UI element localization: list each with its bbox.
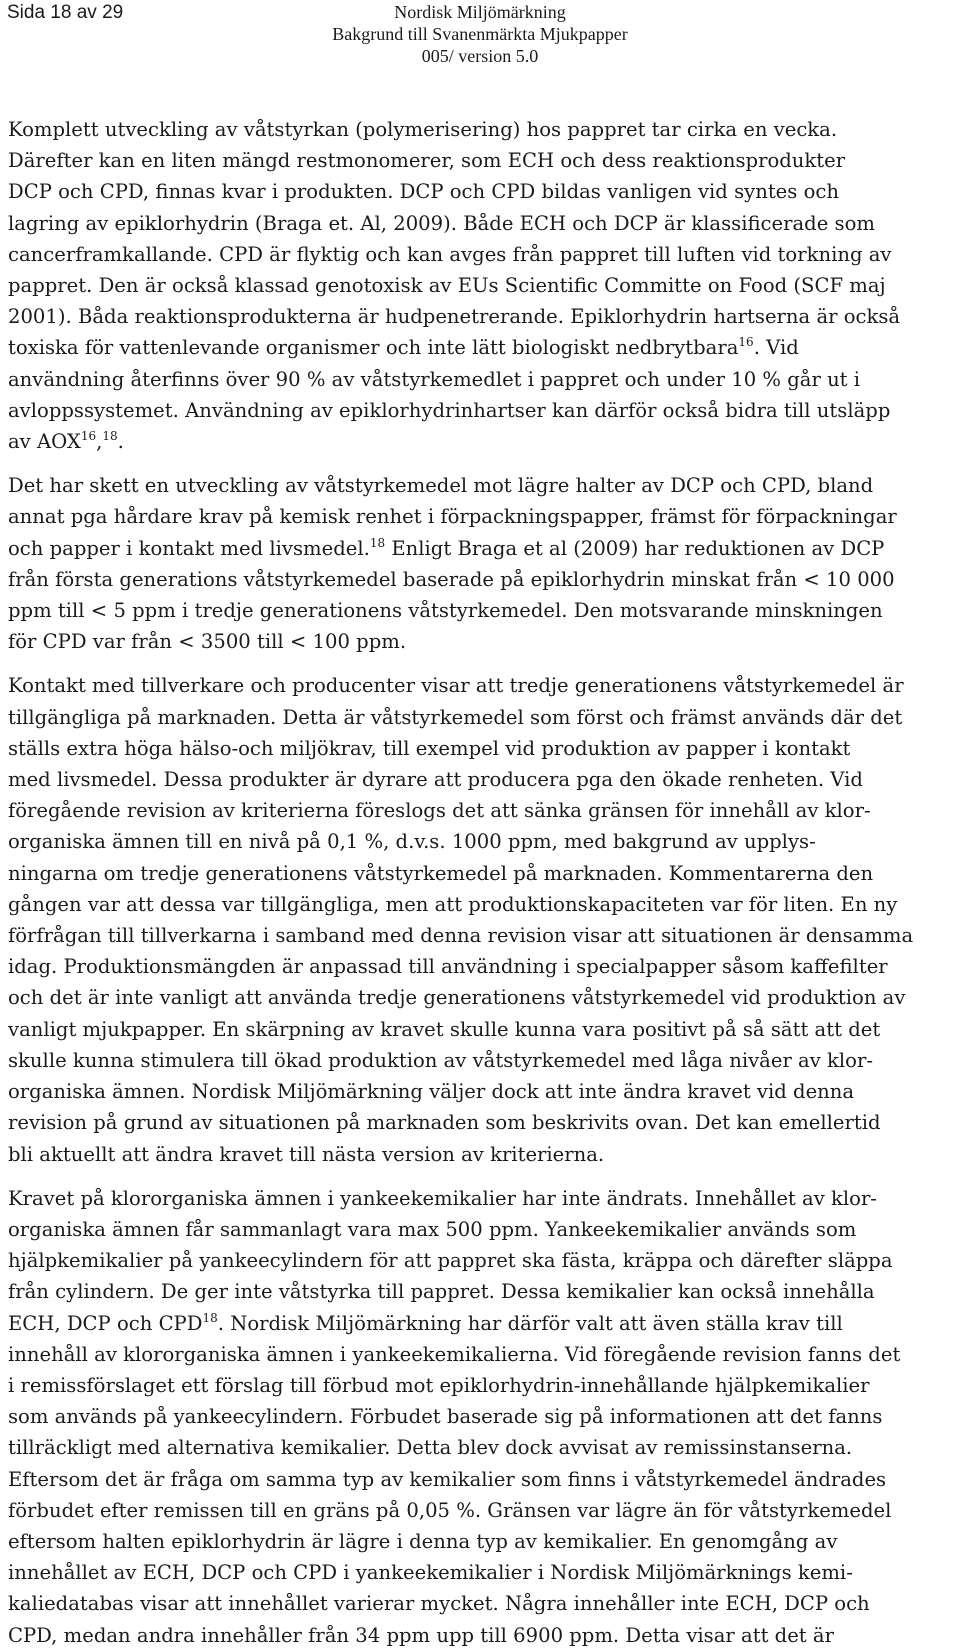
text-line: DCP och CPD, finnas kvar i produkten. DCP och CPD bildas vanligen vid syntes och: [8, 180, 839, 204]
page-number: Sida 18 av 29: [7, 2, 124, 23]
text-line: eftersom halten epiklorhydrin är lägre i denna typ av kemikalier. En genomgång av: [8, 1529, 838, 1553]
text-line: innehåll av klororganiska ämnen i yankeekemikalierna. Vid föregående revision fanns det: [8, 1342, 901, 1366]
text-line: kaliedatabas visar att innehållet varierar mycket. Några innehåller inte ECH, DCP och: [8, 1592, 870, 1616]
text-line: gången var att dessa var tillgängliga, men att produktionskapaciteten var för liten. En ny: [8, 892, 898, 916]
paragraph-4: [8, 1183, 953, 1651]
text-line: 2001). Båda reaktionsprodukterna är hudpenetrerande. Epiklorhydrin hartserna är också: [8, 305, 901, 329]
header-version: 005/ version 5.0: [421, 46, 539, 66]
text-line: från cylindern. De ger inte våtstyrka till pappret. Dessa kemikalier kan också innehålla: [8, 1280, 875, 1304]
text-line: organiska ämnen får sammanlagt vara max 500 ppm. Yankeekemikalier används som: [8, 1217, 857, 1241]
footnote-reference: 16: [80, 429, 97, 444]
paragraph-2: [8, 470, 953, 657]
text-line: ställs extra höga hälso-och miljökrav, till exempel vid produktion av papper i kontakt: [8, 736, 851, 760]
text-line: och papper i kontakt med livsmedel.$^{18}$ Enligt Braga et al (2009) har reduktionen av DCP: [8, 535, 885, 560]
text-line: revision på grund av situationen på marknaden som beskrivits ovan. Det kan emellertid: [8, 1111, 881, 1135]
text-line: lagring av epiklorhydrin (Braga et. Al, 2009). Både ECH och DCP är klassificerade som: [8, 211, 875, 235]
header-center: [0, 1, 960, 67]
footnote-reference: 18: [369, 535, 386, 550]
text-line: CPD, medan andra innehåller från 34 ppm upp till 6900 ppm. Detta visar att det är: [8, 1623, 834, 1647]
text-line: ECH, DCP och CPD$^{18}$. Nordisk Miljömärkning har därför valt att även ställa krav till: [8, 1310, 843, 1335]
text-line: bli aktuellt att ändra kravet till nästa version av kriterierna.: [8, 1142, 605, 1166]
text-line: hjälpkemikalier på yankeecylindern för att pappret ska fästa, kräppa och därefter släppa: [8, 1249, 893, 1273]
text-line: föregående revision av kriterierna föreslogs det att sänka gränsen för innehåll av klor-: [8, 799, 871, 823]
header-organization: Nordisk Miljömärkning: [394, 2, 566, 22]
page-header: [0, 0, 960, 75]
text-line: cancerframkallande. CPD är flyktig och kan avges från pappret till luften vid torkning av: [8, 242, 892, 266]
text-line: för CPD var från < 3500 till < 100 ppm.: [8, 630, 407, 654]
text-line: Komplett utveckling av våtstyrkan (polymerisering) hos pappret tar cirka en vecka.: [8, 118, 838, 141]
text-line: ningarna om tredje generationens våtstyrkemedel på marknaden. Kommentarerna den: [8, 861, 874, 885]
text-line: förfrågan till tillverkarna i samband med denna revision visar att situationen är densamma: [8, 924, 914, 948]
text-line: Kravet på klororganiska ämnen i yankeekemikalier har inte ändrats. Innehållet av klor-: [8, 1186, 877, 1210]
text-line: toxiska för vattenlevande organismer och inte lätt biologiskt nedbrytbara$^{16}$. Vid: [8, 335, 799, 360]
text-line: ppm till < 5 ppm i tredje generationens våtstyrkemedel. Den motsvarande minskningen: [8, 599, 883, 623]
text-line: vanligt mjukpapper. En skärpning av kravet skulle kunna vara positivt på så sätt att det: [8, 1017, 881, 1041]
paragraph-3: [8, 670, 953, 1169]
footnote-reference: 16: [738, 335, 754, 350]
text-line: idag. Produktionsmängden är anpassad till användning i specialpapper såsom kaffefilter: [8, 955, 888, 979]
text-line: Det har skett en utveckling av våtstyrkemedel mot lägre halter av DCP och CPD, bland: [8, 474, 874, 498]
text-line: skulle kunna stimulera till ökad produktion av våtstyrkemedel med låga nivåer av klor-: [8, 1048, 873, 1072]
text-line: organiska ämnen. Nordisk Miljömärkning väljer dock att inte ändra kravet vid denna: [8, 1080, 855, 1104]
text-line: annat pga hårdare krav på kemisk renhet i förpackningspapper, främst för förpackningar: [8, 505, 897, 529]
text-line: med livsmedel. Dessa produkter är dyrare att producera pga den ökade renheten. Vid: [8, 768, 863, 792]
text-line: som används på yankeecylindern. Förbudet baserade sig på informationen att det fanns: [8, 1405, 883, 1429]
footnote-reference: 18: [102, 429, 118, 444]
text-line: tillgängliga på marknaden. Detta är våtstyrkemedel som först och främst används där det: [8, 705, 903, 729]
text-line: i remissförslaget ett förslag till förbud mot epiklorhydrin-innehållande hjälpkemikalier: [8, 1373, 870, 1397]
text-line: och det är inte vanligt att använda tredje generationens våtstyrkemedel vid produktion av: [8, 986, 906, 1010]
text-line: förbudet efter remissen till en gräns på 0,05 %. Gränsen var lägre än för våtstyrkemedel: [8, 1498, 892, 1522]
text-line: avloppssystemet. Användning av epiklorhydrinhartser kan därför också bidra till utsläpp: [8, 398, 891, 422]
text-line: innehållet av ECH, DCP och CPD i yankeekemikalier i Nordisk Miljömärknings kemi-: [8, 1561, 853, 1585]
header-document-title: Bakgrund till Svanenmärkta Mjukpapper: [332, 24, 628, 44]
text-line: Därefter kan en liten mängd restmonomerer, som ECH och dess reaktionsprodukter: [8, 149, 846, 173]
text-line: av AOX$^{16}$,$^{18}$.: [8, 429, 124, 454]
paragraph-1: [8, 114, 953, 457]
text-line: pappret. Den är också klassad genotoxisk av EUs Scientific Committe on Food (SCF maj: [8, 274, 886, 298]
text-line: Eftersom det är fråga om samma typ av kemikalier som finns i våtstyrkemedel ändrades: [8, 1467, 887, 1491]
document-body: [8, 114, 953, 1651]
text-line: användning återfinns över 90 % av våtstyrkemedlet i pappret och under 10 % går ut i: [8, 367, 861, 391]
text-line: organiska ämnen till en nivå på 0,1 %, d.v.s. 1000 ppm, med bakgrund av upplys-: [8, 830, 816, 854]
text-line: tillräckligt med alternativa kemikalier. Detta blev dock avvisat av remissinstanserna.: [8, 1436, 853, 1460]
footnote-reference: 18: [202, 1310, 218, 1325]
text-line: från första generations våtstyrkemedel baserade på epiklorhydrin minskat från < 10 000: [8, 567, 895, 591]
text-line: Kontakt med tillverkare och producenter visar att tredje generationens våtstyrkemedel är: [8, 674, 904, 698]
